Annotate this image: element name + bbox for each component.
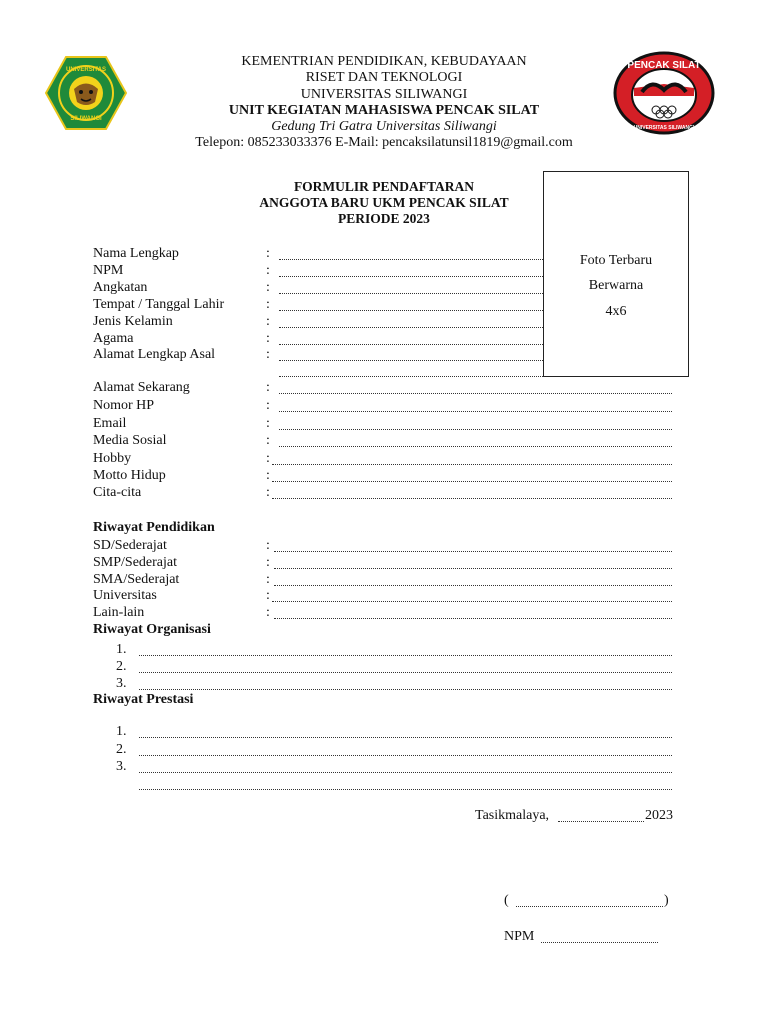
fill-line-hobby[interactable] xyxy=(272,464,672,465)
pencak-silat-logo xyxy=(612,50,716,136)
fill-line-signature-date[interactable] xyxy=(558,821,644,822)
fill-line-npm[interactable] xyxy=(279,276,543,277)
fill-line-tempat-tanggal-lahir[interactable] xyxy=(279,310,543,311)
fill-line-sma[interactable] xyxy=(274,585,672,586)
fill-line-alamat-asal[interactable] xyxy=(279,360,543,361)
contact-line: Telepon: 085233033376 E-Mail: pencaksilatunsil1819@gmail.com xyxy=(195,135,573,151)
achievement-number-3: 3. xyxy=(116,759,127,774)
education-label-smp: SMP/Sederajat xyxy=(93,555,177,570)
ministry-name-cont: RISET DAN TEKNOLOGI xyxy=(305,70,463,86)
field-label-alamat-asal: Alamat Lengkap Asal xyxy=(93,347,216,362)
fill-line-universitas[interactable] xyxy=(272,601,672,602)
achievement-number-1: 1. xyxy=(116,724,127,739)
colon: : xyxy=(266,485,270,500)
fill-line-organization-1[interactable] xyxy=(139,655,672,656)
achievement-section-title: Riwayat Prestasi xyxy=(93,692,194,707)
signature-year: 2023 xyxy=(645,808,673,823)
colon: : xyxy=(266,398,270,413)
fill-line-jenis-kelamin[interactable] xyxy=(279,327,543,328)
colon: : xyxy=(266,263,270,278)
fill-line-agama[interactable] xyxy=(279,344,543,345)
fill-line-organization-3[interactable] xyxy=(139,689,672,690)
field-label-npm: NPM xyxy=(93,263,124,278)
education-section-title: Riwayat Pendidikan xyxy=(93,520,215,535)
fill-line-achievement-3[interactable] xyxy=(139,772,672,773)
field-label-hobby: Hobby xyxy=(93,451,132,466)
colon: : xyxy=(266,572,270,587)
university-name: UNIVERSITAS SILIWANGI xyxy=(300,86,468,102)
signature-place: Tasikmalaya, xyxy=(475,808,550,823)
colon: : xyxy=(266,246,270,261)
fill-line-motto-hidup[interactable] xyxy=(272,481,672,482)
fill-line-nomor-hp[interactable] xyxy=(279,411,672,412)
colon: : xyxy=(266,314,270,329)
fill-line-lain-lain[interactable] xyxy=(274,618,672,619)
organization-number-1: 1. xyxy=(116,642,127,657)
field-label-tempat-tanggal-lahir: Tempat / Tanggal Lahir xyxy=(93,297,225,312)
colon: : xyxy=(266,468,270,483)
fill-line-smp[interactable] xyxy=(274,568,672,569)
education-label-universitas: Universitas xyxy=(93,588,157,603)
fill-line-cita-cita[interactable] xyxy=(272,498,672,499)
colon: : xyxy=(266,297,270,312)
colon: : xyxy=(266,555,270,570)
fill-line-angkatan[interactable] xyxy=(279,293,543,294)
fill-line-nama-lengkap[interactable] xyxy=(279,259,543,260)
ministry-name: KEMENTRIAN PENDIDIKAN, KEBUDAYAAN xyxy=(241,54,527,69)
fill-line-achievement-4[interactable] xyxy=(139,789,672,790)
colon: : xyxy=(266,280,270,295)
photo-label-1: Foto Terbaru xyxy=(579,253,653,268)
fill-line-alamat-sekarang[interactable] xyxy=(279,393,672,394)
form-title xyxy=(220,179,548,227)
organization-section-title: Riwayat Organisasi xyxy=(93,622,211,637)
signature-close-paren: ) xyxy=(664,893,669,908)
colon: : xyxy=(266,433,270,448)
photo-label-3: 4x6 xyxy=(605,304,627,319)
colon: : xyxy=(266,347,270,362)
achievement-number-2: 2. xyxy=(116,742,127,757)
colon: : xyxy=(266,380,270,395)
field-label-agama: Agama xyxy=(93,331,134,346)
field-label-motto-hidup: Motto Hidup xyxy=(93,468,166,483)
field-label-cita-cita: Cita-cita xyxy=(93,485,142,500)
field-label-alamat-sekarang: Alamat Sekarang xyxy=(93,380,190,395)
universitas-siliwangi-logo xyxy=(45,56,127,130)
organization-number-3: 3. xyxy=(116,676,127,691)
address: Gedung Tri Gatra Universitas Siliwangi xyxy=(271,119,497,135)
colon: : xyxy=(266,538,270,553)
svg-text:PENCAK SILAT: PENCAK SILAT xyxy=(627,60,701,71)
form-title-line-3: PERIODE 2023 xyxy=(338,211,430,226)
form-title-line-2: ANGGOTA BARU UKM PENCAK SILAT xyxy=(259,195,509,210)
fill-line-alamat-asal-2[interactable] xyxy=(279,376,543,377)
colon: : xyxy=(266,588,270,603)
fill-line-organization-2[interactable] xyxy=(139,672,672,673)
education-label-sma: SMA/Sederajat xyxy=(93,572,180,587)
unit-name: UNIT KEGIATAN MAHASISWA PENCAK SILAT xyxy=(228,102,540,118)
colon: : xyxy=(266,416,270,431)
colon: : xyxy=(266,605,270,620)
svg-text:SILIWANGI: SILIWANGI xyxy=(70,116,102,122)
field-label-jenis-kelamin: Jenis Kelamin xyxy=(93,314,173,329)
field-label-nama-lengkap: Nama Lengkap xyxy=(93,246,179,261)
fill-line-signature-npm[interactable] xyxy=(541,942,658,943)
photo-box xyxy=(543,171,689,377)
field-label-media-sosial: Media Sosial xyxy=(93,433,167,448)
signature-npm-label: NPM xyxy=(504,929,535,944)
field-label-email: Email xyxy=(93,416,127,431)
fill-line-signature-name[interactable] xyxy=(516,906,663,907)
fill-line-achievement-2[interactable] xyxy=(139,755,672,756)
svg-text:UNIVERSITAS: UNIVERSITAS xyxy=(66,67,106,73)
education-label-lain-lain: Lain-lain xyxy=(93,605,145,620)
organization-number-2: 2. xyxy=(116,659,127,674)
fill-line-media-sosial[interactable] xyxy=(279,446,672,447)
fill-line-achievement-1[interactable] xyxy=(139,737,672,738)
education-label-sd: SD/Sederajat xyxy=(93,538,167,553)
form-title-line-1: FORMULIR PENDAFTARAN xyxy=(293,179,475,194)
photo-label-2: Berwarna xyxy=(588,278,644,293)
colon: : xyxy=(266,331,270,346)
field-label-angkatan: Angkatan xyxy=(93,280,148,295)
letterhead xyxy=(160,54,608,152)
svg-text:UNIVERSITAS SILIWANGI: UNIVERSITAS SILIWANGI xyxy=(633,125,695,131)
field-label-nomor-hp: Nomor HP xyxy=(93,398,155,413)
signature-open-paren: ( xyxy=(504,893,509,908)
fill-line-email[interactable] xyxy=(279,429,672,430)
colon: : xyxy=(266,451,270,466)
fill-line-sd[interactable] xyxy=(274,551,672,552)
